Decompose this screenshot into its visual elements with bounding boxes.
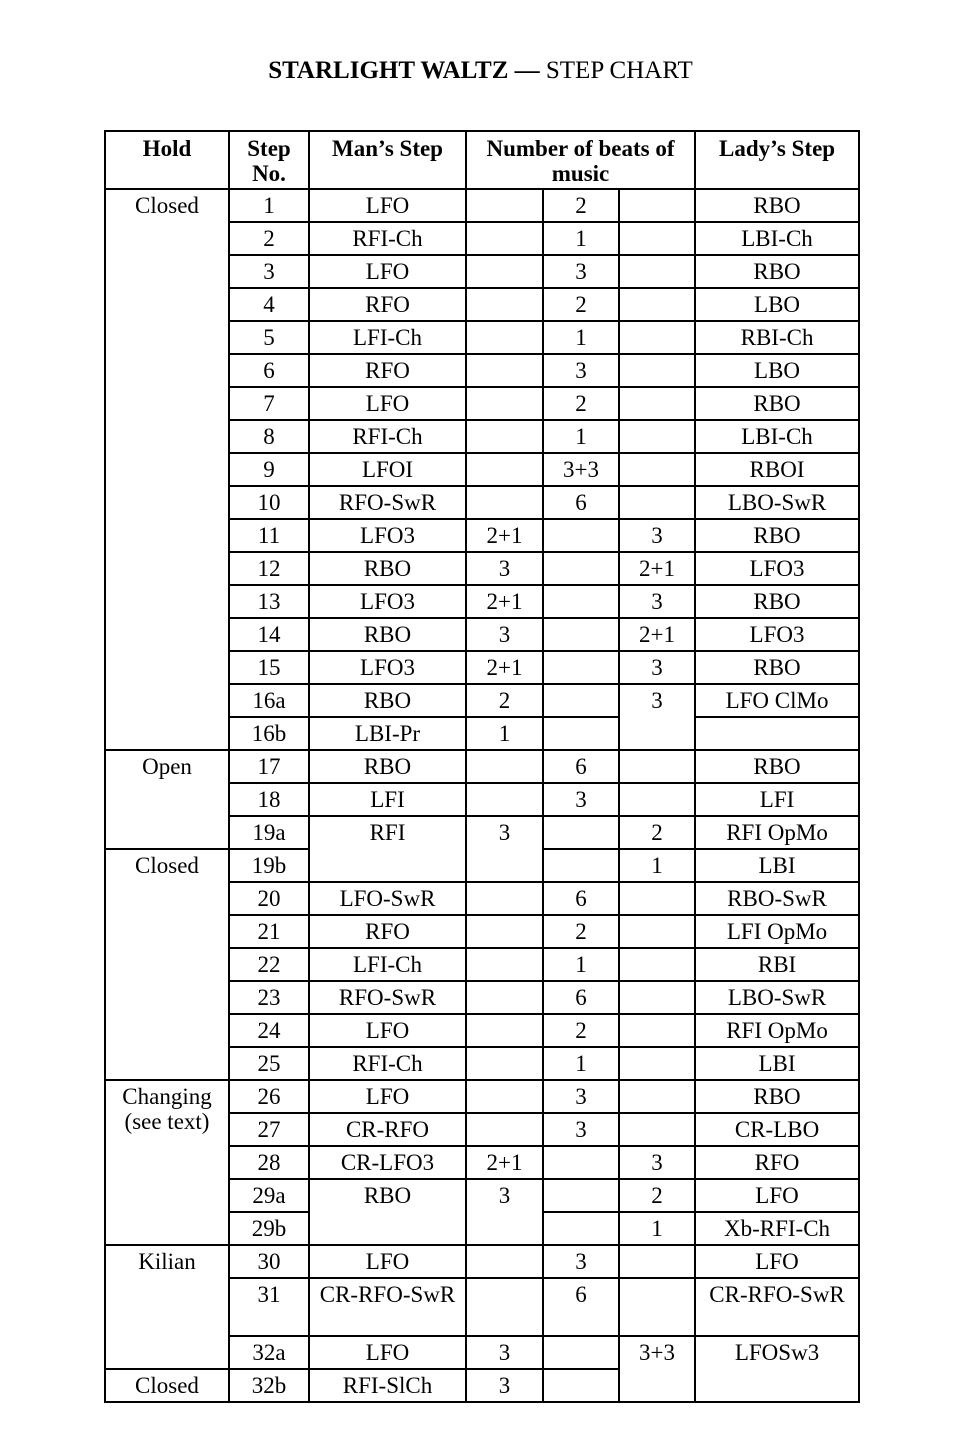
- hold-cell: Closed: [105, 189, 229, 750]
- beats-col2-cell: 6: [543, 1278, 619, 1336]
- ladys-step-cell: LBO-SwR: [695, 486, 859, 519]
- beats-col1-cell: 3: [466, 552, 543, 585]
- beats-col1-cell: 3: [466, 1336, 543, 1369]
- ladys-step-cell: LFO ClMo: [695, 684, 859, 717]
- ladys-step-cell: Xb-RFI-Ch: [695, 1212, 859, 1245]
- ladys-step-cell: RBI: [695, 948, 859, 981]
- beats-col3-cell: [619, 1014, 695, 1047]
- beats-col1-cell: [466, 1014, 543, 1047]
- ladys-step-cell: LBI-Ch: [695, 222, 859, 255]
- beats-col3-cell: [619, 222, 695, 255]
- header-step-no: Step No.: [229, 131, 309, 189]
- beats-col3-cell: [619, 255, 695, 288]
- beats-col1-cell: [466, 255, 543, 288]
- hold-note: (see text): [124, 1109, 210, 1134]
- mans-step-cell: LFO: [309, 255, 466, 288]
- beats-col3-cell: [619, 486, 695, 519]
- beats-col1-cell: 2+1: [466, 1146, 543, 1179]
- beats-col3-cell: 3: [619, 585, 695, 618]
- beats-col1-cell: [466, 1278, 543, 1336]
- mans-step-cell: RBO: [309, 750, 466, 783]
- beats-col3-cell: [619, 1278, 695, 1336]
- mans-step-cell: RBO: [309, 684, 466, 717]
- ladys-step-cell: RBO: [695, 651, 859, 684]
- beats-col3-cell: [619, 948, 695, 981]
- mans-step-cell: LFO: [309, 1336, 466, 1369]
- step-number-cell: 4: [229, 288, 309, 321]
- beats-col3-cell: [619, 783, 695, 816]
- beats-col1-cell: [466, 783, 543, 816]
- hold-cell: Open: [105, 750, 229, 849]
- mans-step-cell: LFI: [309, 783, 466, 816]
- step-number-cell: 10: [229, 486, 309, 519]
- step-rows: [105, 189, 859, 1402]
- beats-col1-cell: [466, 981, 543, 1014]
- step-number-cell: 31: [229, 1278, 309, 1336]
- beats-col3-cell: 1: [619, 849, 695, 882]
- mans-step-cell: LFO3: [309, 519, 466, 552]
- beats-col3-cell: [619, 981, 695, 1014]
- ladys-step-cell: LFI: [695, 783, 859, 816]
- beats-col3-cell: [619, 1113, 695, 1146]
- table-row: [105, 189, 859, 222]
- mans-step-cell: RFO: [309, 288, 466, 321]
- ladys-step-cell: RBO-SwR: [695, 882, 859, 915]
- beats-col3-cell: [619, 882, 695, 915]
- beats-col2-cell: [543, 1369, 619, 1402]
- title-sub: STEP CHART: [545, 57, 693, 84]
- mans-step-cell: LFOI: [309, 453, 466, 486]
- step-number-cell: 1: [229, 189, 309, 222]
- mans-step-cell: RBO: [309, 552, 466, 585]
- mans-step-cell: RFI: [309, 816, 466, 882]
- ladys-step-cell: LBO: [695, 354, 859, 387]
- beats-col3-cell: [619, 420, 695, 453]
- mans-step-cell: LFO: [309, 1245, 466, 1278]
- beats-col2-cell: 3: [543, 1113, 619, 1146]
- header-ladys-step: Lady’s Step: [695, 131, 859, 189]
- mans-step-cell: RFI-Ch: [309, 222, 466, 255]
- page-title: [0, 56, 961, 86]
- beats-col3-cell: 3: [619, 1146, 695, 1179]
- ladys-step-cell: LFO3: [695, 552, 859, 585]
- beats-col1-cell: [466, 486, 543, 519]
- ladys-step-cell: LFI OpMo: [695, 915, 859, 948]
- step-number-cell: 6: [229, 354, 309, 387]
- ladys-step-cell: CR-RFO-SwR: [695, 1278, 859, 1336]
- ladys-step-cell: RBO: [695, 189, 859, 222]
- header-hold: Hold: [105, 131, 229, 189]
- step-number-cell: 27: [229, 1113, 309, 1146]
- step-number-cell: 17: [229, 750, 309, 783]
- beats-col2-cell: 1: [543, 420, 619, 453]
- beats-col2-cell: [543, 1336, 619, 1369]
- ladys-step-cell: RFI OpMo: [695, 816, 859, 849]
- beats-col3-cell: 2+1: [619, 618, 695, 651]
- step-number-cell: 26: [229, 1080, 309, 1113]
- mans-step-cell: LFI-Ch: [309, 321, 466, 354]
- beats-col1-cell: [466, 453, 543, 486]
- beats-col3-cell: 1: [619, 1212, 695, 1245]
- step-number-cell: 23: [229, 981, 309, 1014]
- beats-col2-cell: 3: [543, 783, 619, 816]
- mans-step-cell: LBI-Pr: [309, 717, 466, 750]
- ladys-step-cell: RFO: [695, 1146, 859, 1179]
- header-beats: Number of beats of music: [466, 131, 695, 189]
- beats-col3-cell: [619, 321, 695, 354]
- beats-col3-cell: [619, 189, 695, 222]
- mans-step-cell: CR-RFO-SwR: [309, 1278, 466, 1336]
- ladys-step-cell: RBO: [695, 585, 859, 618]
- beats-col2-cell: [543, 519, 619, 552]
- ladys-step-cell: LFO3: [695, 618, 859, 651]
- header-row: [105, 131, 859, 189]
- beats-col3-cell: 3: [619, 519, 695, 552]
- ladys-step-cell: LFOSw3: [695, 1336, 859, 1402]
- beats-col3-cell: [619, 387, 695, 420]
- mans-step-cell: RFO: [309, 915, 466, 948]
- step-number-cell: 30: [229, 1245, 309, 1278]
- beats-col2-cell: 3: [543, 255, 619, 288]
- step-number-cell: 32b: [229, 1369, 309, 1402]
- beats-col1-cell: 3: [466, 816, 543, 882]
- beats-col1-cell: [466, 354, 543, 387]
- beats-col1-cell: [466, 321, 543, 354]
- beats-col2-cell: [543, 585, 619, 618]
- beats-col2-cell: 1: [543, 321, 619, 354]
- beats-col1-cell: [466, 1080, 543, 1113]
- hold-label: Changing: [122, 1084, 212, 1109]
- step-chart-table: [104, 130, 860, 1403]
- step-number-cell: 15: [229, 651, 309, 684]
- mans-step-cell: CR-RFO: [309, 1113, 466, 1146]
- mans-step-cell: LFO-SwR: [309, 882, 466, 915]
- beats-col3-cell: [619, 1080, 695, 1113]
- step-number-cell: 11: [229, 519, 309, 552]
- step-number-cell: 8: [229, 420, 309, 453]
- beats-col2-cell: 3: [543, 1080, 619, 1113]
- beats-col2-cell: [543, 816, 619, 849]
- beats-col2-cell: 2: [543, 189, 619, 222]
- beats-col3-cell: 2+1: [619, 552, 695, 585]
- beats-col2-cell: [543, 552, 619, 585]
- beats-col3-cell: [619, 354, 695, 387]
- beats-col2-cell: 3+3: [543, 453, 619, 486]
- mans-step-cell: LFI-Ch: [309, 948, 466, 981]
- beats-col2-cell: 6: [543, 750, 619, 783]
- step-number-cell: 9: [229, 453, 309, 486]
- beats-col1-cell: [466, 420, 543, 453]
- beats-col1-cell: 2+1: [466, 585, 543, 618]
- table-row: [105, 1080, 859, 1113]
- hold-cell: [105, 1080, 229, 1245]
- beats-col1-cell: 3: [466, 1369, 543, 1402]
- mans-step-cell: RFO-SwR: [309, 486, 466, 519]
- beats-col2-cell: [543, 684, 619, 717]
- beats-col2-cell: 6: [543, 981, 619, 1014]
- step-number-cell: 18: [229, 783, 309, 816]
- ladys-step-cell: RBO: [695, 387, 859, 420]
- ladys-step-cell: RBI-Ch: [695, 321, 859, 354]
- beats-col3-cell: 2: [619, 1179, 695, 1212]
- beats-col1-cell: [466, 189, 543, 222]
- hold-cell: Closed: [105, 849, 229, 1080]
- mans-step-cell: LFO3: [309, 585, 466, 618]
- table-row: [105, 750, 859, 783]
- ladys-step-cell: LBI: [695, 849, 859, 882]
- beats-col1-cell: 3: [466, 618, 543, 651]
- beats-col1-cell: 2: [466, 684, 543, 717]
- beats-col1-cell: 3: [466, 1179, 543, 1245]
- hold-cell: Closed: [105, 1369, 229, 1402]
- beats-col2-cell: [543, 1146, 619, 1179]
- step-number-cell: 7: [229, 387, 309, 420]
- mans-step-cell: LFO: [309, 1080, 466, 1113]
- mans-step-cell: RFI-SlCh: [309, 1369, 466, 1402]
- ladys-step-cell: RBO: [695, 519, 859, 552]
- beats-col1-cell: [466, 387, 543, 420]
- ladys-step-cell: LFO: [695, 1245, 859, 1278]
- beats-col3-cell: [619, 1047, 695, 1080]
- beats-col2-cell: 3: [543, 354, 619, 387]
- beats-col3-cell: [619, 288, 695, 321]
- hold-cell: Kilian: [105, 1245, 229, 1369]
- beats-col3-cell: 3+3: [619, 1336, 695, 1402]
- step-number-cell: 13: [229, 585, 309, 618]
- mans-step-cell: RFO-SwR: [309, 981, 466, 1014]
- beats-col3-cell: 3: [619, 651, 695, 684]
- step-number-cell: 20: [229, 882, 309, 915]
- beats-col1-cell: [466, 288, 543, 321]
- ladys-step-cell: LBI-Ch: [695, 420, 859, 453]
- beats-col3-cell: [619, 1245, 695, 1278]
- beats-col1-cell: 2+1: [466, 651, 543, 684]
- beats-col1-cell: 1: [466, 717, 543, 750]
- ladys-step-cell: RBO: [695, 255, 859, 288]
- beats-col3-cell: 2: [619, 816, 695, 849]
- beats-col1-cell: [466, 1245, 543, 1278]
- step-number-cell: 3: [229, 255, 309, 288]
- beats-col1-cell: 2+1: [466, 519, 543, 552]
- step-number-cell: 25: [229, 1047, 309, 1080]
- beats-col2-cell: 6: [543, 882, 619, 915]
- ladys-step-cell: [695, 717, 859, 750]
- beats-col2-cell: 2: [543, 288, 619, 321]
- step-number-cell: 28: [229, 1146, 309, 1179]
- mans-step-cell: CR-LFO3: [309, 1146, 466, 1179]
- beats-col1-cell: [466, 1047, 543, 1080]
- beats-col3-cell: [619, 915, 695, 948]
- beats-col1-cell: [466, 948, 543, 981]
- mans-step-cell: RFO: [309, 354, 466, 387]
- beats-col2-cell: 2: [543, 387, 619, 420]
- beats-col2-cell: 1: [543, 1047, 619, 1080]
- mans-step-cell: RBO: [309, 1179, 466, 1245]
- beats-col2-cell: 1: [543, 222, 619, 255]
- beats-col2-cell: [543, 651, 619, 684]
- beats-col2-cell: [543, 1212, 619, 1245]
- beats-col2-cell: [543, 1179, 619, 1212]
- step-number-cell: 12: [229, 552, 309, 585]
- step-number-cell: 5: [229, 321, 309, 354]
- beats-col2-cell: [543, 849, 619, 882]
- step-number-cell: 21: [229, 915, 309, 948]
- beats-col1-cell: [466, 915, 543, 948]
- beats-col3-cell: [619, 750, 695, 783]
- mans-step-cell: LFO3: [309, 651, 466, 684]
- ladys-step-cell: LFO: [695, 1179, 859, 1212]
- ladys-step-cell: LBO: [695, 288, 859, 321]
- header-mans-step: Man’s Step: [309, 131, 466, 189]
- step-number-cell: 29a: [229, 1179, 309, 1212]
- beats-col2-cell: 2: [543, 915, 619, 948]
- beats-col2-cell: 6: [543, 486, 619, 519]
- mans-step-cell: RFI-Ch: [309, 420, 466, 453]
- ladys-step-cell: LBO-SwR: [695, 981, 859, 1014]
- beats-col2-cell: 1: [543, 948, 619, 981]
- step-number-cell: 19a: [229, 816, 309, 849]
- ladys-step-cell: RBO: [695, 1080, 859, 1113]
- step-number-cell: 32a: [229, 1336, 309, 1369]
- beats-col2-cell: [543, 618, 619, 651]
- table-row: [105, 1245, 859, 1278]
- beats-col2-cell: 3: [543, 1245, 619, 1278]
- step-number-cell: 22: [229, 948, 309, 981]
- beats-col3-cell: [619, 453, 695, 486]
- ladys-step-cell: LBI: [695, 1047, 859, 1080]
- step-number-cell: 2: [229, 222, 309, 255]
- step-number-cell: 24: [229, 1014, 309, 1047]
- mans-step-cell: LFO: [309, 189, 466, 222]
- ladys-step-cell: RBO: [695, 750, 859, 783]
- mans-step-cell: RBO: [309, 618, 466, 651]
- ladys-step-cell: CR-LBO: [695, 1113, 859, 1146]
- beats-col1-cell: [466, 222, 543, 255]
- beats-col2-cell: 2: [543, 1014, 619, 1047]
- beats-col1-cell: [466, 882, 543, 915]
- step-number-cell: 29b: [229, 1212, 309, 1245]
- step-number-cell: 14: [229, 618, 309, 651]
- mans-step-cell: RFI-Ch: [309, 1047, 466, 1080]
- ladys-step-cell: RFI OpMo: [695, 1014, 859, 1047]
- step-number-cell: 16a: [229, 684, 309, 717]
- ladys-step-cell: RBOI: [695, 453, 859, 486]
- step-number-cell: 19b: [229, 849, 309, 882]
- beats-col3-cell: 3: [619, 684, 695, 750]
- beats-col2-cell: [543, 717, 619, 750]
- step-number-cell: 16b: [229, 717, 309, 750]
- mans-step-cell: LFO: [309, 1014, 466, 1047]
- beats-col1-cell: [466, 750, 543, 783]
- title-main: STARLIGHT WALTZ —: [268, 57, 540, 84]
- mans-step-cell: LFO: [309, 387, 466, 420]
- beats-col1-cell: [466, 1113, 543, 1146]
